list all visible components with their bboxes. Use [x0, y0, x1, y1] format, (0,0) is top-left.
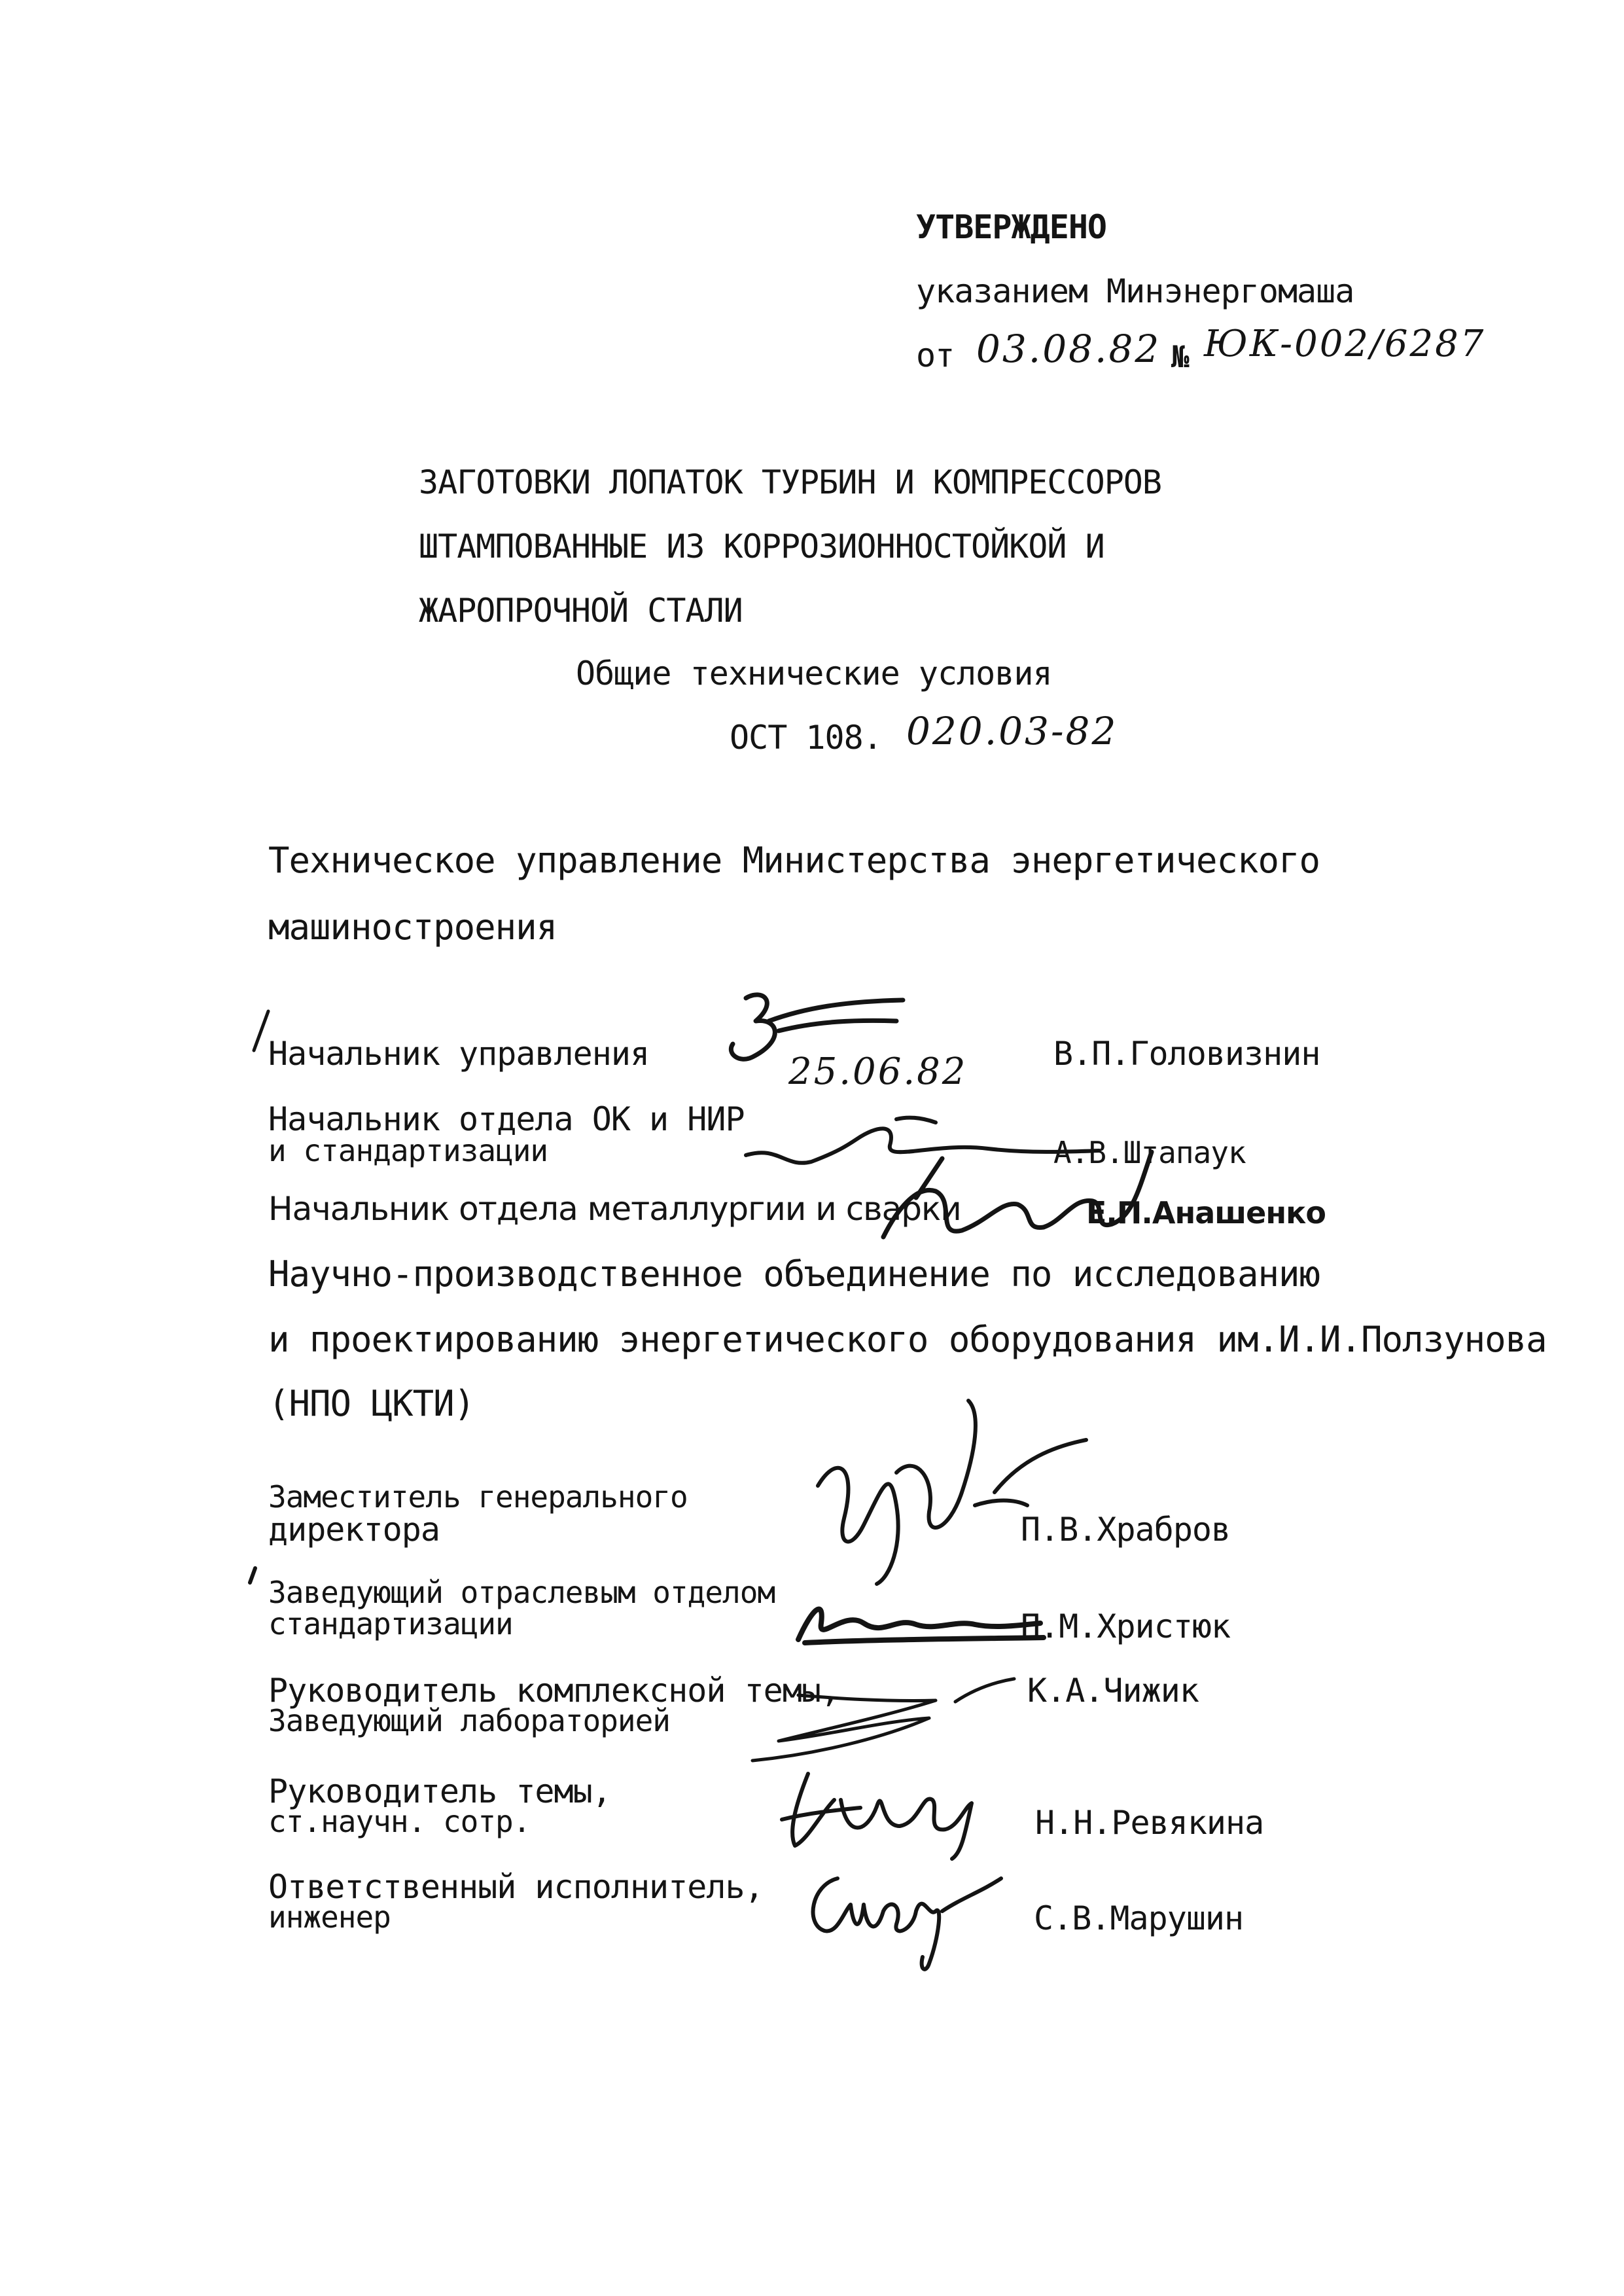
org2-line-3: (НПО ЦКТИ): [268, 1383, 475, 1424]
sig8-position-line-2: инженер: [268, 1899, 391, 1935]
approval-line: указанием Минэнергомаша: [916, 272, 1354, 310]
sig6-name: К.А.Чижик: [1027, 1672, 1199, 1710]
sig2-position-line-1: Начальник отдела ОК и НИР: [268, 1100, 745, 1138]
org1-line-2: машиностроения: [268, 906, 557, 948]
approval-heading: УТВЕРЖДЕНО: [916, 208, 1107, 246]
sig7-position-line-2: ст.научн. сотр.: [268, 1804, 531, 1839]
org1-line-1: Техническое управление Министерства энергетического: [268, 840, 1320, 881]
sig7-signature: [769, 1761, 1004, 1859]
org2-line-1: Научно-производственное объединение по исследованию: [268, 1253, 1320, 1295]
sig6-position-line-2: Заведующий лабораторией: [268, 1703, 670, 1738]
sig4-signature: [798, 1388, 1099, 1597]
sig5-position-line-2: стандартизации: [268, 1606, 513, 1641]
sig7-position-line-1: Руководитель темы,: [268, 1772, 611, 1810]
sig5-name: П.М.Христюк: [1021, 1607, 1231, 1645]
sig2-name: А.В.Штапаук: [1053, 1135, 1246, 1170]
sig4-position-line-1: Заместитель генерального: [268, 1479, 688, 1515]
approval-number-handwritten: ЮК-002/6287: [1204, 323, 1486, 365]
title-line-3: ЖАРОПРОЧНОЙ СТАЛИ: [419, 592, 743, 630]
sig7-name: Н.Н.Ревякина: [1035, 1804, 1264, 1842]
sig1-name: В.П.Головизнин: [1053, 1035, 1320, 1073]
approval-number-prefix: №: [1171, 339, 1189, 374]
sig6-signature: [739, 1676, 1053, 1767]
org2-line-2: и проектированию энергетического оборудования им.И.И.Ползунова: [268, 1319, 1547, 1360]
approval-date-prefix: от: [916, 336, 955, 374]
sig4-name: П.В.Храбров: [1021, 1511, 1231, 1549]
standard-prefix: ОСТ 108.: [730, 719, 882, 757]
sig5-signature: [792, 1584, 1047, 1656]
sig4-position-line-2: директора: [268, 1511, 440, 1549]
sig6-position-line-1: Руководитель комплексной темы,: [268, 1672, 840, 1710]
title-line-2: ШТАМПОВАННЫЕ ИЗ КОРРОЗИОННОСТОЙКОЙ И: [419, 528, 1104, 565]
sig1-handwritten-date: 25.06.82: [788, 1050, 968, 1093]
sig8-position-line-1: Ответственный исполнитель,: [268, 1868, 764, 1906]
sig8-signature: [798, 1865, 1014, 1977]
sig8-name: С.В.Марушин: [1034, 1899, 1244, 1937]
sig5-position-line-1: Заведующий отраслевым отделом: [268, 1575, 775, 1610]
sig1-position: Начальник управления: [268, 1035, 650, 1073]
margin-tick-mark-2: [243, 1563, 263, 1589]
sig3-position: Начальник отдела металлургии и сварки: [268, 1190, 961, 1228]
sig2-position-line-2: и стандартизации: [268, 1133, 548, 1168]
title-line-1: ЗАГОТОВКИ ЛОПАТОК ТУРБИН И КОМПРЕССОРОВ: [419, 463, 1161, 501]
sig3-name: Е.П.Анашенко: [1086, 1195, 1326, 1230]
standard-number-handwritten: 020.03-82: [906, 709, 1118, 753]
approval-date-handwritten: 03.08.82: [976, 327, 1161, 371]
title-subtitle: Общие технические условия: [576, 655, 1052, 692]
